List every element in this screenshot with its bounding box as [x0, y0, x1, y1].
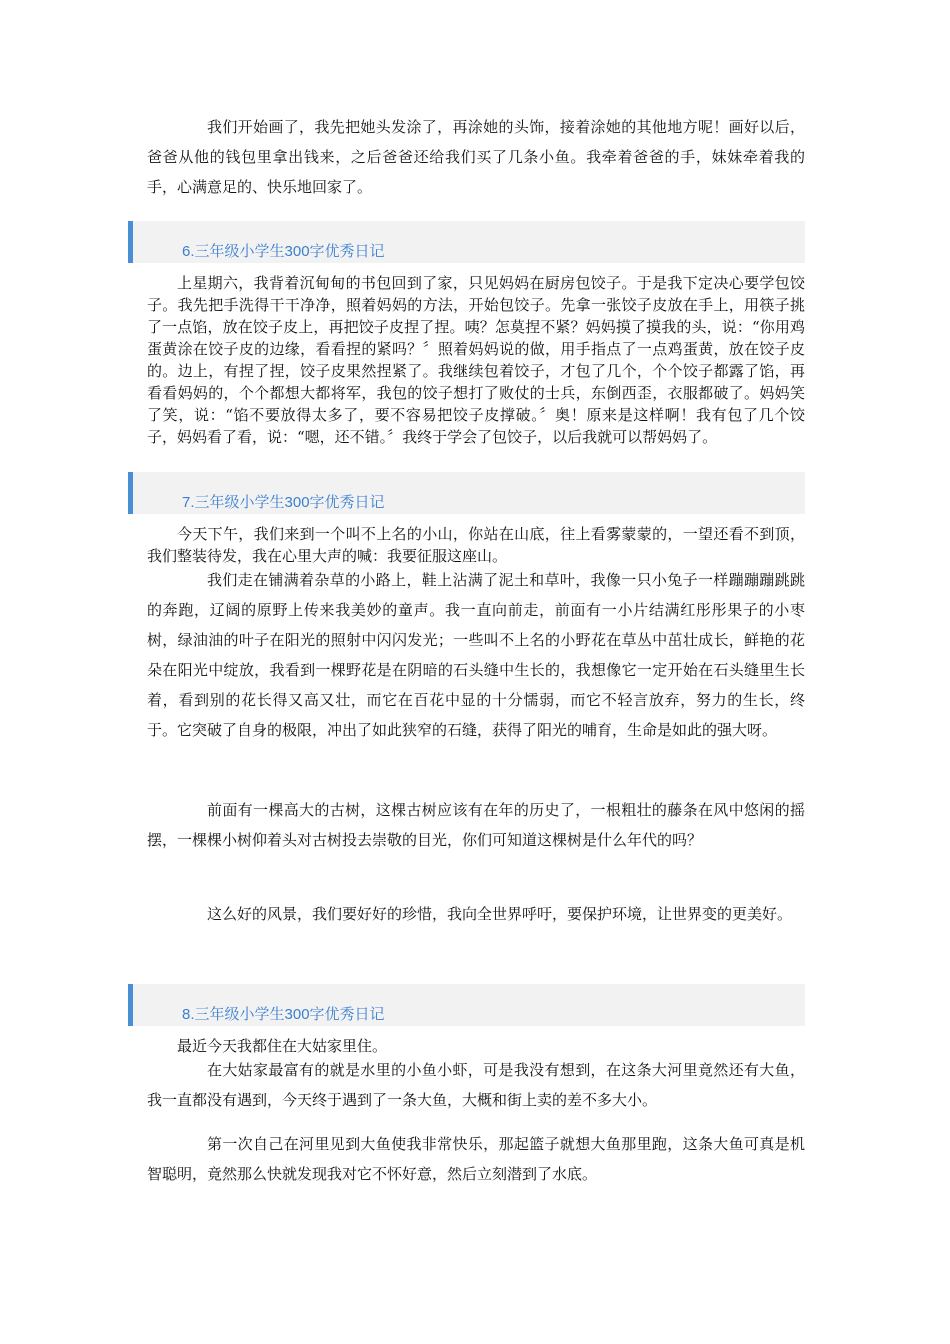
- paragraph-mountain-intro: 今天下午，我们来到一个叫不上名的小山，你站在山底，往上看雾蒙蒙的，一望还看不到顶，我们整装待发，我在心里大声的喊：我要征服这座山。: [147, 525, 805, 565]
- paragraph-dumplings: 上星期六，我背着沉甸甸的书包回到了家，只见妈妈在厨房包饺子。于是我下定决心要学包饺子。我先把手洗得干干净净，照着妈妈的方法，开始包饺子。先拿一张饺子皮放在手上，用筷子挑了一点馅，放在饺子皮上，再把饺子皮捏了捏。咦？怎莫捏不紧？妈妈摸了摸我的头，说：“你用鸡蛋黄涂在饺子皮的边缘，看看捏的紧吗？〞照着妈妈说的做，用手指点了一点鸡蛋黄，放在饺子皮的。边上，有捏了捏，饺子皮果然捏紧了。我继续包着饺子，才包了几个，个个饺子都露了馅，再看看妈妈的，个个都想大都将军，我包的饺子想打了败仗的士兵，东倒西歪，衣服都破了。妈妈笑了笑，说：“馅不要放得太多了，要不容易把饺子皮撑破。〞奥！原来是这样啊！我有包了几个饺子，妈妈看了看，说：“嗯，还不错。〞我终于学会了包饺子，以后我就可以帮妈妈了。: [147, 274, 805, 446]
- paragraph-environment: 这么好的风景，我们要好好的珍惜，我向全世界呼吁，要保护环境，让世界变的更美好。: [207, 905, 793, 923]
- section-heading-7: [128, 472, 805, 514]
- paragraph-fish-escape: 第一次自己在河里见到大鱼使我非常快乐，那起篮子就想大鱼那里跑，这条大鱼可真是机智聪明，竟然那么快就发现我对它不怀好意，然后立刻潜到了水底。: [147, 1135, 805, 1183]
- paragraph-old-tree: 前面有一棵高大的古树，这棵古树应该有在年的历史了，一根粗壮的藤条在风中悠闲的摇摆，一棵棵小树仰着头对古树投去崇敬的目光，你们可知道这棵树是什么年代的吗？: [147, 801, 805, 849]
- section-heading-7-text: 7.三年级小学生300字优秀日记: [182, 494, 385, 511]
- section-heading-8-text: 8.三年级小学生300字优秀日记: [182, 1006, 385, 1023]
- paragraph-drawing-ending: 我们开始画了，我先把她头发涂了，再涂她的头饰，接着涂她的其他地方呢！画好以后，爸爸从他的钱包里拿出钱来，之后爸爸还给我们买了几条小鱼。我牵着爸爸的手，妹妹牵着我的手，心满意足的、快乐地回家了。: [147, 118, 805, 196]
- paragraph-big-fish: 在大姑家最富有的就是水里的小鱼小虾，可是我没有想到，在这条大河里竟然还有大鱼，我一直都没有遇到，今天终于遇到了一条大鱼，大概和街上卖的差不多大小。: [147, 1061, 805, 1109]
- paragraph-mountain-path: 我们走在铺满着杂草的小路上，鞋上沾满了泥土和草叶，我像一只小兔子一样蹦蹦蹦跳跳的奔跑，辽阔的原野上传来我美妙的童声。我一直向前走，前面有一小片结满红彤彤果子的小枣树，绿油油的叶子在阳光的照射中闪闪发光；一些叫不上名的小野花在草丛中茁壮成长，鲜艳的花朵在阳光中绽放，我看到一棵野花是在阴暗的石头缝中生长的，我想像它一定开始在石头缝里生长着，看到别的花长得又高又壮，而它在百花中显的十分懦弱，而它不轻言放弃，努力的生长，终于。它突破了自身的极限，冲出了如此狭窄的石缝，获得了阳光的哺育，生命是如此的强大呀。: [147, 571, 805, 739]
- section-heading-8: [128, 984, 805, 1026]
- section-heading-6: [128, 221, 805, 263]
- section-heading-6-text: 6.三年级小学生300字优秀日记: [182, 243, 385, 260]
- paragraph-aunt-house: 最近今天我都住在大姑家里住。: [177, 1037, 388, 1055]
